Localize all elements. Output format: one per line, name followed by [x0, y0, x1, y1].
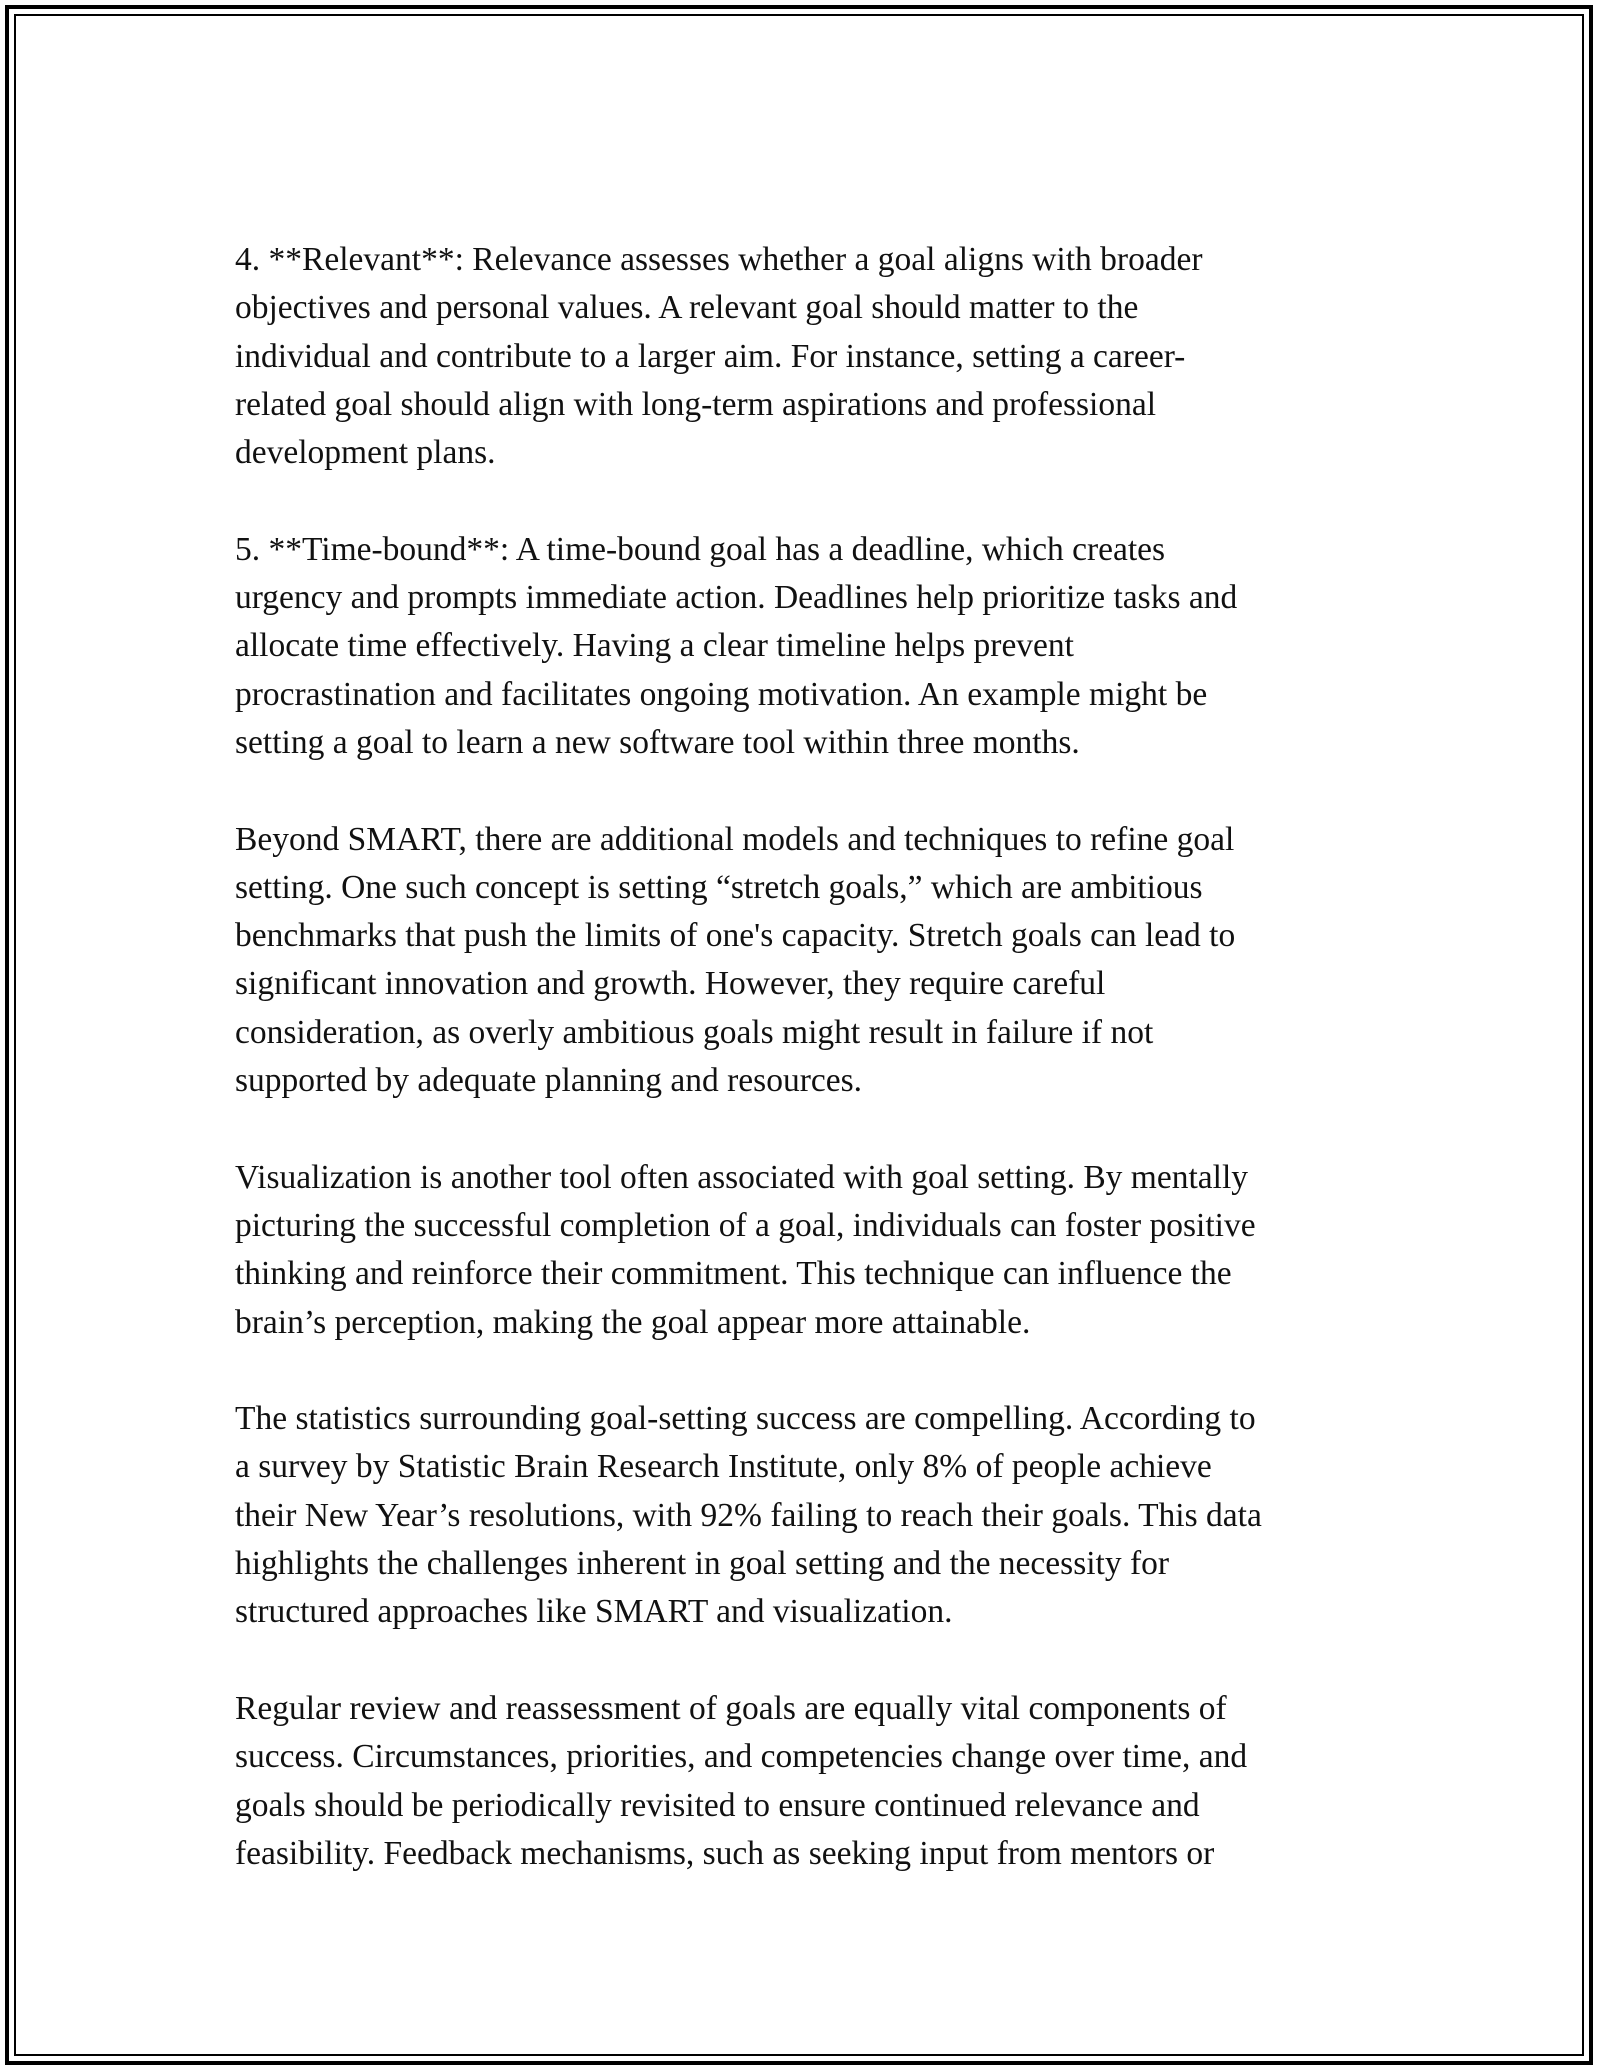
text-line: Visualization is another tool often associated with goal setting. By mentally	[235, 1158, 1249, 1196]
text-line: supported by adequate planning and resources.	[235, 1062, 862, 1100]
text-line: The statistics surrounding goal-setting success are compelling. According to	[235, 1400, 1256, 1438]
text-line: success. Circumstances, priorities, and competencies change over time, and	[235, 1738, 1248, 1776]
text-line: their New Year’s resolutions, with 92% failing to reach their goals. This data	[235, 1496, 1262, 1534]
paragraph	[235, 236, 1375, 477]
text-line: Beyond SMART, there are additional models and techniques to refine goal	[235, 820, 1235, 858]
text-line: a survey by Statistic Brain Research Institute, only 8% of people achieve	[235, 1448, 1212, 1486]
paragraph	[235, 526, 1375, 767]
text-line: procrastination and facilitates ongoing motivation. An example might be	[235, 675, 1208, 713]
text-line: structured approaches like SMART and visualization.	[235, 1593, 953, 1631]
paragraph	[235, 1154, 1375, 1347]
text-line: 4. **Relevant**: Relevance assesses whether a goal aligns with broader	[235, 241, 1203, 278]
text-line: highlights the challenges inherent in goal setting and the necessity for	[235, 1545, 1170, 1583]
document-body	[235, 236, 1375, 1926]
text-line: goals should be periodically revisited to ensure continued relevance and	[235, 1786, 1200, 1824]
text-line: 5. **Time-bound**: A time-bound goal has a deadline, which creates	[235, 530, 1166, 568]
text-line: feasibility. Feedback mechanisms, such as seeking input from mentors or	[235, 1834, 1215, 1872]
text-line: significant innovation and growth. However, they require careful	[235, 965, 1106, 1003]
text-line: brain’s perception, making the goal appear more attainable.	[235, 1303, 1031, 1341]
text-line: consideration, as overly ambitious goals might result in failure if not	[235, 1013, 1154, 1051]
text-line: Regular review and reassessment of goals are equally vital components of	[235, 1689, 1227, 1727]
text-line: thinking and reinforce their commitment. This technique can influence the	[235, 1255, 1232, 1293]
text-line: related goal should align with long-term aspirations and professional	[235, 385, 1157, 423]
paragraph	[235, 816, 1375, 1106]
text-line: urgency and prompts immediate action. Deadlines help prioritize tasks and	[235, 579, 1238, 617]
text-line: setting. One such concept is setting “stretch goals,” which are ambitious	[235, 868, 1203, 906]
text-line: benchmarks that push the limits of one's capacity. Stretch goals can lead to	[235, 917, 1236, 955]
text-line: allocate time effectively. Having a clear timeline helps prevent	[235, 627, 1074, 665]
paragraph	[235, 1685, 1375, 1878]
text-line: individual and contribute to a larger aim. For instance, setting a career-	[235, 337, 1186, 375]
text-line: picturing the successful completion of a goal, individuals can foster positive	[235, 1206, 1256, 1244]
text-line: development plans.	[235, 434, 496, 472]
text-line: setting a goal to learn a new software tool within three months.	[235, 723, 1080, 761]
text-line: objectives and personal values. A relevant goal should matter to the	[235, 289, 1139, 327]
paragraph	[235, 1395, 1375, 1636]
